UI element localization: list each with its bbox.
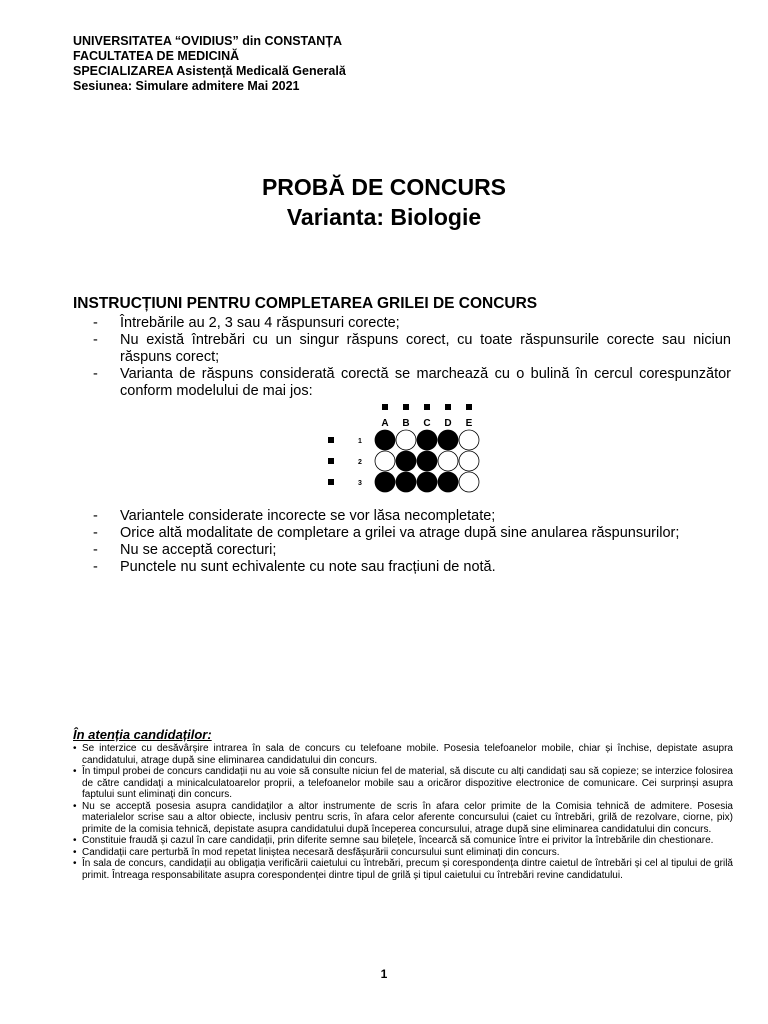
header-university: UNIVERSITATEA “OVIDIUS” din CONSTANȚA xyxy=(73,34,342,48)
list-item xyxy=(73,743,733,766)
answer-bubble-empty xyxy=(396,430,416,450)
answer-grid-example xyxy=(318,398,488,494)
dash-marker: - xyxy=(93,542,98,558)
list-item-text: Orice altă modalitate de completare a grilei va atrage după sine anularea răspunsurilor; xyxy=(120,525,680,541)
dash-marker: - xyxy=(93,332,98,348)
list-item-text: Variantele considerate incorecte se vor lăsa necompletate; xyxy=(120,508,496,524)
row-label: 2 xyxy=(358,459,362,466)
row-label: 1 xyxy=(358,438,362,445)
list-item xyxy=(73,766,733,801)
list-item xyxy=(93,508,731,525)
list-item xyxy=(93,315,731,332)
attention-title: În atenția candidaților: xyxy=(73,727,212,742)
header-faculty: FACULTATEA DE MEDICINĂ xyxy=(73,49,240,63)
answer-bubble-empty xyxy=(459,472,479,492)
list-item-text: Nu există întrebări cu un singur răspuns corect, cu toate răspunsurile corecte sau niciun răspuns corect; xyxy=(120,332,731,365)
column-label: D xyxy=(444,418,452,429)
answer-bubble-filled xyxy=(417,430,437,450)
list-item xyxy=(93,366,731,400)
answer-bubble-filled xyxy=(396,472,416,492)
page-title: PROBĂ DE CONCURS xyxy=(261,174,507,200)
answer-bubble-filled xyxy=(396,451,416,471)
answer-bubble-empty xyxy=(459,451,479,471)
answer-bubble-filled xyxy=(375,472,395,492)
dash-marker: - xyxy=(93,366,98,382)
bullet-marker: • xyxy=(73,846,77,858)
timing-mark xyxy=(382,404,388,410)
dash-marker: - xyxy=(93,559,98,575)
list-item-text: În timpul probei de concurs candidații nu au voie să consulte niciun fel de material, să discute cu alți candidați sau să copieze; se interzice folosirea de către candidați a minicalculatoarelor proprii, a telefoanelor mobile sau a oricăror dispozitive electronice de comunicare. Cei surprinși asupra faptului sunt eliminați din concurs. xyxy=(82,766,733,800)
attention-list xyxy=(73,743,733,881)
instructions-heading: INSTRUCȚIUNI PENTRU COMPLETAREA GRILEI DE CONCURS xyxy=(73,295,538,312)
column-label: E xyxy=(465,418,473,429)
instructions-list-top xyxy=(93,315,731,400)
list-item-text: Varianta de răspuns considerată corectă se marchează cu o bulină în cercul corespunzător conform modelului de mai jos: xyxy=(120,366,731,399)
document-header xyxy=(73,34,346,94)
timing-mark xyxy=(328,479,334,485)
timing-mark xyxy=(424,404,430,410)
column-label: C xyxy=(423,418,431,429)
attention-section xyxy=(73,727,733,881)
title-block xyxy=(0,172,768,232)
answer-bubble-filled xyxy=(375,430,395,450)
header-specialization: SPECIALIZAREA Asistență Medicală Generală xyxy=(73,64,346,78)
dash-marker: - xyxy=(93,315,98,331)
dash-marker: - xyxy=(93,508,98,524)
list-item xyxy=(73,835,733,847)
column-label: B xyxy=(402,418,410,429)
list-item-text: Constituie fraudă și cazul în care candidații, prin diferite semne sau bilețele, încearcă să comunice între ei privitor la întrebările din chestionare. xyxy=(82,835,714,846)
column-label: A xyxy=(381,418,389,429)
list-item xyxy=(93,525,731,542)
bullet-marker: • xyxy=(73,766,77,777)
list-item-text: Punctele nu sunt echivalente cu note sau fracțiuni de notă. xyxy=(120,559,496,575)
answer-bubble-filled xyxy=(438,430,458,450)
list-item-text: Întrebările au 2, 3 sau 4 răspunsuri corecte; xyxy=(120,315,400,331)
list-item-text: În sala de concurs, candidații au obligația verificării caietului cu întrebări, precum și corespondența dintre caietul de întrebări și cel al tipului de grilă primit. Întreaga responsabilitate asupra corespondenței dintre tipul de grilă și tipul caietului cu întrebări revine candidatului. xyxy=(82,858,733,881)
list-item xyxy=(93,559,731,576)
bullet-marker: • xyxy=(73,743,77,754)
page-subtitle: Varianta: Biologie xyxy=(286,204,482,230)
list-item xyxy=(73,847,733,859)
list-item-text: Se interzice cu desăvârșire intrarea în sala de concurs cu telefoane mobile. Posesia telefoanelor mobile, chiar și închise, depistate asupra candidatului, atrage după sine eliminarea candidatului din concurs. xyxy=(82,743,733,766)
header-session: Sesiunea: Simulare admitere Mai 2021 xyxy=(73,79,300,93)
list-item-text: Candidații care perturbă în mod repetat liniștea necesară desfășurării concursului sunt eliminați din concurs. xyxy=(82,846,560,858)
list-item xyxy=(93,542,731,559)
timing-mark xyxy=(328,437,334,443)
dash-marker: - xyxy=(93,525,98,541)
answer-bubble-empty xyxy=(438,451,458,471)
answer-bubble-empty xyxy=(459,430,479,450)
page-number: 1 xyxy=(380,967,388,981)
list-item-text: Nu se acceptă posesia asupra candidaților a altor instrumente de scris în afara celor primite de la Comisia tehnică de admitere. Posesia materialelor scrise sau a altor obiecte, inclusiv pentru scris, în afara celor aferente concursului (caiet cu întrebări, grilă de rezolvare, ciorne, pix) primite de la comisia tehnică, depistate asupra candidatului după începerea concursului, atrage după sine eliminarea candidatului din concurs. xyxy=(82,800,733,835)
list-item-text: Nu se acceptă corecturi; xyxy=(120,542,277,558)
row-label: 3 xyxy=(358,480,362,487)
timing-mark xyxy=(445,404,451,410)
bullet-marker: • xyxy=(73,858,77,869)
answer-bubble-filled xyxy=(417,472,437,492)
list-item xyxy=(73,858,733,881)
timing-mark xyxy=(466,404,472,410)
bullet-marker: • xyxy=(73,835,77,846)
answer-bubble-filled xyxy=(417,451,437,471)
list-item xyxy=(93,332,731,366)
bullet-marker: • xyxy=(73,800,77,812)
list-item xyxy=(73,801,733,836)
timing-mark xyxy=(403,404,409,410)
timing-mark xyxy=(328,458,334,464)
answer-bubble-filled xyxy=(438,472,458,492)
instructions-list-bottom xyxy=(93,508,731,576)
answer-bubble-empty xyxy=(375,451,395,471)
